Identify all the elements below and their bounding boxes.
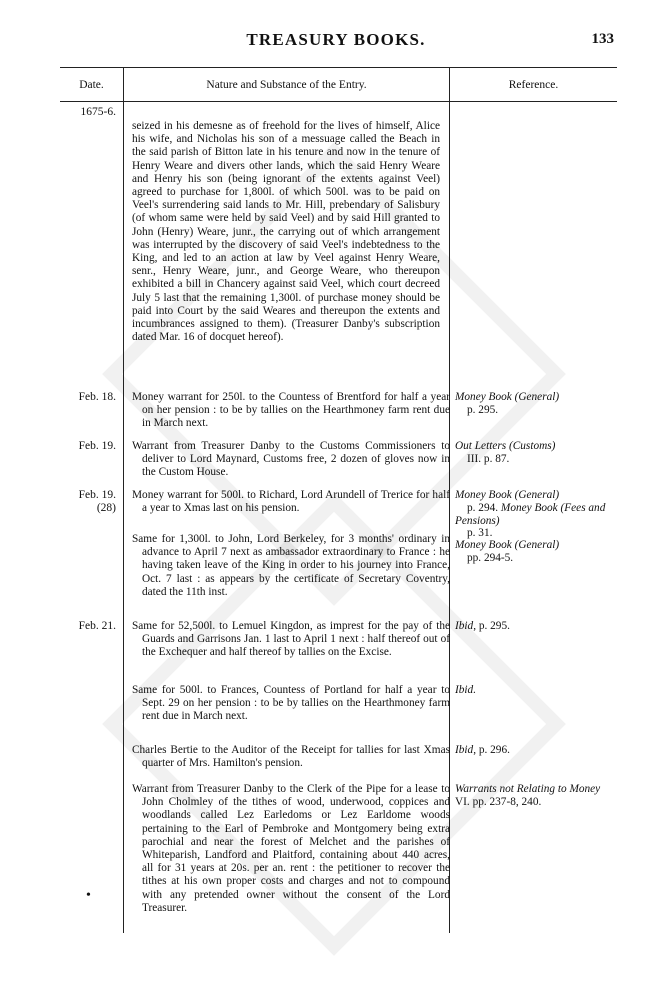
entry-reference — [455, 744, 617, 757]
ink-spot-mark: • — [86, 888, 91, 903]
entry-text: Same for 52,500l. to Lemuel Kingdon, as imprest for the pay of the Guards and Garrisons Jan. 1 last to April 1 next : half thereof out of the Exchequer and half thereof by tallies on the Excise. — [132, 620, 450, 659]
reference-title: Money Book (General) — [455, 391, 560, 403]
entry-text: Same for 1,300l. to John, Lord Berkeley, for 3 months' ordinary in advance to April 7 next as ambassador extraordinary to France : he having taken leave of the King in order to his journey into France, Oct. 7 last : as appears by the certificate of Secretary Coventry, dated the 11th inst. — [132, 533, 450, 598]
entry-text: Same for 500l. to Frances, Countess of Portland for half a year to Sept. 29 on her pension : to be by tallies on the Hearthmoney farm rent due in March next. — [132, 684, 450, 723]
reference-pages-2: p. 31. — [467, 527, 493, 540]
entry-text: Money warrant for 250l. to the Countess of Brentford for half a year on her pension : to be by tallies on the Hearthmoney farm rent due in March next. — [132, 391, 450, 430]
entry-date: Feb. 21. — [78, 620, 116, 632]
entry-date: Feb. 18. — [78, 391, 116, 403]
reference-title: Warrants not Relating to Money — [455, 783, 601, 795]
table-top-rule — [60, 67, 617, 68]
column-header-nature: Nature and Substance of the Entry. — [206, 79, 367, 91]
entry-date: Feb. 19. — [78, 440, 116, 452]
entry-date-number: (28) — [96, 502, 116, 514]
reference-title: Out Letters (Customs) — [455, 440, 556, 452]
entry-body: seized in his demesne as of freehold for the lives of himself, Alice his wife, and Nicholas his son of a messuage called the Beach in the said parish of Bitton late in his tenure and now in the tenure of Henry Weare and divers other lands, which the said Henry Weare and Henry his son (being ignorant of the extents against Veel) agreed to purchase for 1,800l. of which 500l. was to be paid on Veel's surrendering said lands to Mr. Hill, prebendary of Salisbury (of whom same were held by said Veel) and by said Hill granted to John (Henry) Weare, junr., the carrying out of which arrangement was interrupted by the discovery of said Veel's indebtedness to the King, and led to an action at law by Veel against Henry Weare, senr., Henry Weare, junr., and George Weare, who thereupon exhibited a bill in Chancery against said Veel, which court decreed July 5 last that the remaining 1,300l. of purchase money should be paid into Court by the said Weares and thereupon the extents and incumbrances assigned to them). (Treasurer Danby's subscription dated Mar. 16 of docquet hereof). — [132, 120, 440, 344]
column-header-reference: Reference. — [508, 79, 559, 91]
entry-text: Warrant from Treasurer Danby to the Customs Commissioners to deliver to Lord Maynard, Customs free, 2 dozen of gloves now in the Custom House. — [132, 440, 450, 479]
entry-text: Money warrant for 500l. to Richard, Lord Arundell of Trerice for half a year to Xmas last on his pension. — [132, 489, 450, 515]
entry-reference — [455, 440, 617, 466]
reference-title: Ibid — [455, 744, 474, 756]
column-header-date: Date. — [79, 79, 104, 91]
entry-reference — [455, 684, 617, 697]
reference-title: Money Book (General) — [455, 489, 560, 501]
entry-date-main: Feb. 19. — [78, 489, 116, 501]
entry-reference — [455, 783, 617, 809]
reference-pages: p. 294. — [467, 501, 499, 514]
entry-text: Warrant from Treasurer Danby to the Clerk of the Pipe for a lease to John Cholmley of the tithes of wood, underwood, coppices and woodlands called Lez Earledoms or Lez Earldome woods pertaining to the Earl of Pembroke and Montgomery being extra parochial and near the forest of Melchet and the parishes of Whiteparish, Landford and Plaitford, containing about 440 acres, all for 31 years at 20s. per an. rent : the petitioner to recover the tithes at his own proper costs and charges and not to compound with any pretended owner without the consent of the Lord Treasurer. — [132, 783, 450, 914]
page-number: 133 — [591, 31, 614, 47]
reference-title-2: Money Book (Fees and Pensions) — [455, 501, 606, 527]
reference-pages: , p. 296. — [473, 744, 510, 756]
entry-reference — [455, 391, 617, 417]
table-head-rule — [60, 101, 617, 102]
reference-pages: III. p. 87. — [467, 452, 510, 465]
entry-reference — [455, 489, 617, 540]
reference-title: Ibid. — [455, 684, 477, 696]
reference-title: Ibid — [455, 620, 474, 632]
reference-pages: VI. pp. 237-8, 240. — [455, 795, 542, 808]
entry-reference — [455, 539, 617, 565]
column-divider-left — [123, 67, 124, 933]
entry-reference — [455, 620, 617, 633]
entry-text — [132, 120, 440, 344]
entry-text: Charles Bertie to the Auditor of the Receipt for tallies for last Xmas quarter of Mrs. Hamilton's pension. — [132, 744, 450, 770]
reference-pages: pp. 294-5. — [467, 551, 514, 564]
reference-pages: , p. 295. — [473, 620, 510, 632]
entry-date — [60, 489, 116, 515]
entry-date: 1675-6. — [80, 106, 116, 118]
reference-pages: p. 295. — [467, 403, 499, 416]
running-title: TREASURY BOOKS. — [246, 30, 426, 49]
reference-title: Money Book (General) — [455, 539, 560, 551]
